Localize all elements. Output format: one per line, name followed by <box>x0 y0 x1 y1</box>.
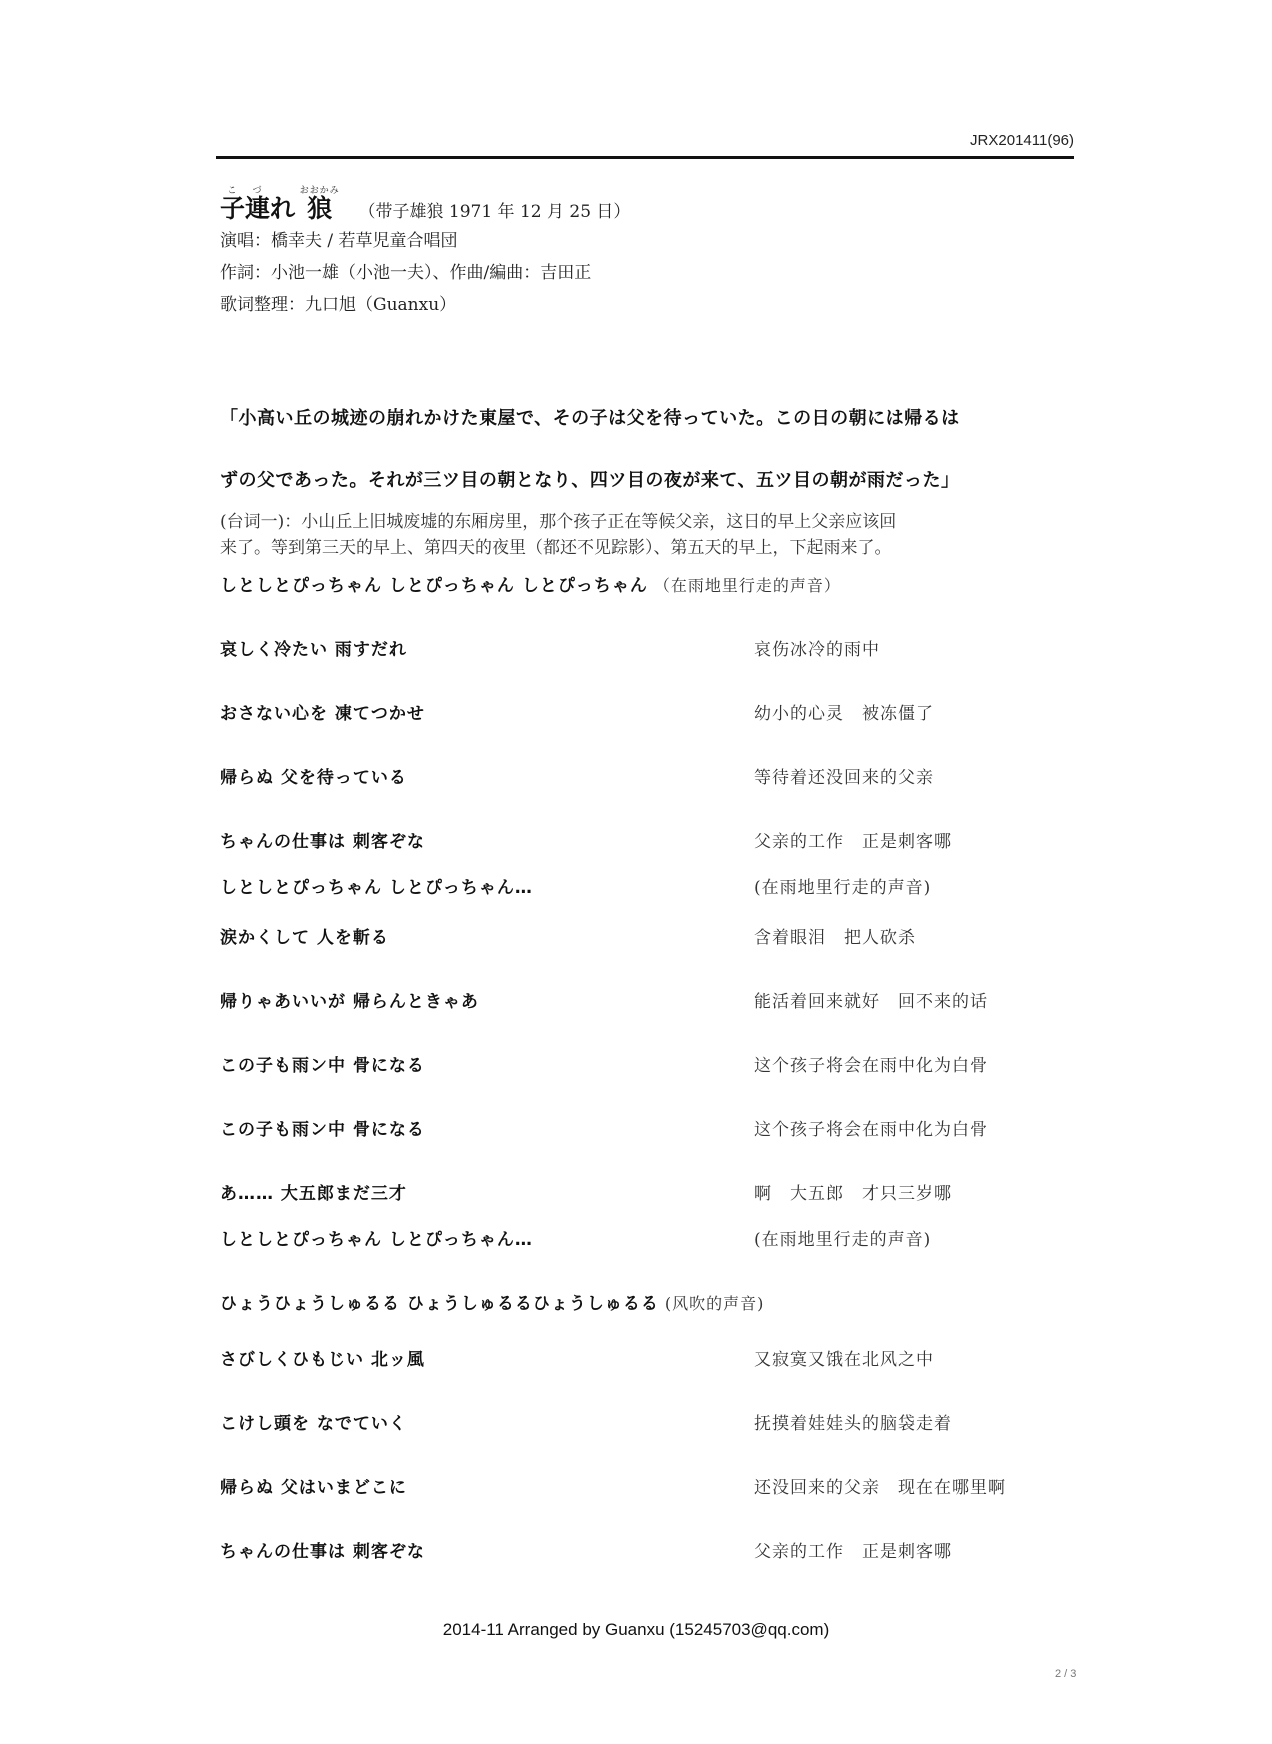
lyric-chinese: 又寂寞又饿在北风之中 <box>754 1350 934 1370</box>
lyric-row <box>220 1220 1080 1250</box>
lyric-japanese: あ…… 大五郎まだ三才 <box>220 1184 407 1204</box>
title-block <box>220 186 630 321</box>
credits-line: 作詞：小池一雄（小池一夫）、作曲/編曲：吉田正 <box>220 263 592 283</box>
lyric-chinese: 父亲的工作 正是刺客哪 <box>754 1542 952 1562</box>
lyric-row <box>220 982 1080 1012</box>
document-id: JRX201411(96) <box>970 132 1074 149</box>
lyric-japanese: ちゃんの仕事は 刺客ぞな <box>220 1542 425 1562</box>
lyric-row <box>220 1046 1080 1076</box>
lyric-row <box>220 1404 1080 1434</box>
lyric-row <box>220 758 1080 788</box>
lyric-row <box>220 694 1080 724</box>
lyric-japanese: しとしとぴっちゃん しとぴっちゃん… <box>220 878 533 898</box>
lyric-japanese: 帰らぬ 父を待っている <box>220 768 407 788</box>
narration-ja-line: ずの父であった。それが三ツ目の朝となり、四ツ目の夜が来て、五ツ目の朝が雨だった」 <box>220 470 960 491</box>
narration-zh-line: (台词一)：小山丘上旧城废墟的东厢房里，那个孩子正在等候父亲，这日的早上父亲应该回 <box>220 512 897 532</box>
song-title <box>220 186 344 223</box>
lyric-row <box>220 918 1080 948</box>
lyric-row <box>220 630 1080 660</box>
lyric-japanese: 帰らぬ 父はいまどこに <box>220 1478 407 1498</box>
singer-line: 演唱：橋幸夫 / 若草児童合唱団 <box>220 231 458 251</box>
title-char: 連づ <box>245 186 271 223</box>
lyric-japanese: さびしくひもじい 北ッ風 <box>220 1350 425 1370</box>
lyric-japanese: しとしとぴっちゃん しとぴっちゃん しとぴっちゃん （在雨地里行走的声音） <box>220 576 841 596</box>
lyric-japanese: この子も雨ン中 骨になる <box>220 1056 425 1076</box>
lyric-japanese: おさない心を 凍てつかせ <box>220 704 425 724</box>
lyric-row <box>220 1174 1080 1204</box>
lyric-chinese: 哀伤冰冷的雨中 <box>754 640 880 660</box>
narration-block <box>220 388 1080 564</box>
lyric-japanese: ちゃんの仕事は 刺客ぞな <box>220 832 425 852</box>
lyric-row <box>220 1110 1080 1140</box>
lyric-chinese: 父亲的工作 正是刺客哪 <box>754 832 952 852</box>
lyric-japanese: 哀しく冷たい 雨すだれ <box>220 640 407 660</box>
header-rule <box>216 156 1074 159</box>
lyric-japanese: この子も雨ン中 骨になる <box>220 1120 425 1140</box>
lyric-japanese: こけし頭を なでていく <box>220 1414 407 1434</box>
footer-credit: 2014-11 Arranged by Guanxu (15245703@qq.com) <box>442 1620 830 1639</box>
lyric-row <box>220 868 1080 898</box>
lyric-chinese: 这个孩子将会在雨中化为白骨 <box>754 1120 988 1140</box>
lyric-row <box>220 1284 1080 1314</box>
lyric-chinese: 还没回来的父亲 现在在哪里啊 <box>754 1478 1006 1498</box>
lyric-chinese: (在雨地里行走的声音) <box>754 878 932 898</box>
lyric-row <box>220 1340 1080 1370</box>
lyric-chinese: 这个孩子将会在雨中化为白骨 <box>754 1056 988 1076</box>
title-char: 子こ <box>220 186 246 223</box>
lyric-japanese: 帰りゃあいいが 帰らんときゃあ <box>220 992 479 1012</box>
lyric-japanese: しとしとぴっちゃん しとぴっちゃん… <box>220 1230 533 1250</box>
lyric-chinese: 含着眼泪 把人砍杀 <box>754 928 916 948</box>
lyric-chinese: 啊 大五郎 才只三岁哪 <box>754 1184 952 1204</box>
lyric-chinese: 等待着还没回来的父亲 <box>754 768 934 788</box>
lyric-chinese: 能活着回来就好 回不来的话 <box>754 992 988 1012</box>
lyric-row <box>220 822 1080 852</box>
lyric-chinese: 幼小的心灵 被冻僵了 <box>754 704 934 724</box>
page-number: 2 / 3 <box>1055 1668 1077 1680</box>
lyric-row <box>220 566 1080 596</box>
song-title-row <box>220 186 630 225</box>
lyric-note: (风吹的声音) <box>664 1294 765 1313</box>
lyric-chinese: 抚摸着娃娃头的脑袋走着 <box>754 1414 952 1434</box>
lyric-japanese: 涙かくして 人を斬る <box>220 928 389 948</box>
lyric-row <box>220 1532 1080 1562</box>
lyric-chinese: (在雨地里行走的声音) <box>754 1230 932 1250</box>
song-subtitle: （带子雄狼 1971 年 12 月 25 日） <box>358 202 631 222</box>
narration-ja-line: 「小高い丘の城迹の崩れかけた東屋で、その子は父を待っていた。この日の朝には帰るは <box>220 408 960 429</box>
lyric-note: （在雨地里行走的声音） <box>653 576 841 595</box>
narration-zh-line: 来了。等到第三天的早上、第四天的夜里（都还不见踪影）、第五天的早上，下起雨来了。 <box>220 538 892 558</box>
title-char: 狼おおかみ <box>299 186 340 223</box>
title-char: れ <box>270 194 304 223</box>
lyric-row <box>220 1468 1080 1498</box>
lyric-japanese: ひょうひょうしゅるる ひょうしゅるるひょうしゅるる (风吹的声音) <box>220 1294 765 1314</box>
arranger-line: 歌词整理：九口旭（Guanxu） <box>220 295 457 315</box>
